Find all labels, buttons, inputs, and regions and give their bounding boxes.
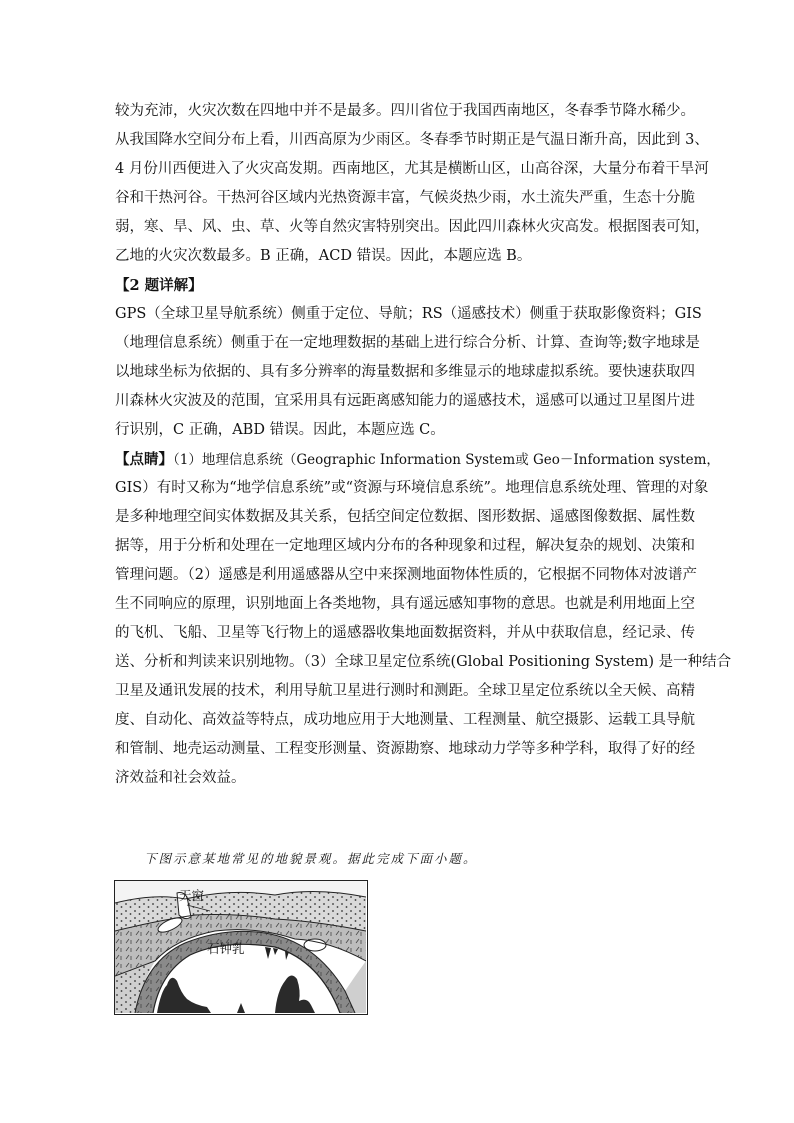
skylight-label: 天窗 (179, 888, 205, 903)
text-line: 送、分析和判读来识别地物。（3）全球卫星定位系统(Global Positioning System) 是一种结合 (115, 654, 732, 670)
text-line: 乙地的火灾次数最多。B 正确，ACD 错误。因此，本题应选 B。 (115, 248, 532, 264)
text-line: 弱，寒、旱、风、虫、草、火等自然灾害特别突出。因此四川森林火灾高发。根据图表可知， (115, 219, 710, 235)
text-line: 川森林火灾波及的范围，宜采用具有远距离感知能力的遥感技术，遥感可以通过卫星图片进 (115, 393, 695, 409)
text-line: 卫星及通讯发展的技术，利用导航卫星进行测时和测距。全球卫星定位系统以全天候、高精 (115, 683, 695, 699)
question-intro: 下图示意某地常见的地貌景观。据此完成下面小题。 (144, 851, 478, 866)
text-line: 和管制、地壳运动测量、工程变形测量、资源勘察、地球动力学等多种学科，取得了好的经 (115, 741, 695, 757)
text-line (115, 445, 720, 474)
text-line: 是多种地理空间实体数据及其关系，包括空间定位数据、图形数据、遥感图像数据、属性数 (115, 509, 695, 525)
text-line: 管理问题。（2）遥感是利用遥感器从空中来探测地面物体性质的，它根据不同物体对波谱产 (115, 567, 697, 583)
text-line: 较为充沛，火灾次数在四地中并不是最多。四川省位于我国西南地区，冬春季节降水稀少。 (115, 103, 695, 119)
key-points-label: 【点睛】 (115, 451, 173, 468)
text-line: 4 月份川西便进入了火灾高发期。西南地区，尤其是横断山区，山高谷深，大量分布着干旱河 (115, 161, 709, 177)
key-points-paragraph (115, 445, 732, 793)
text-line: 谷和干热河谷。干热河谷区域内光热资源丰富，气候炎热少雨，水土流失严重，生态十分脆 (115, 190, 695, 206)
text-line: 济效益和社会效益。 (115, 770, 246, 786)
text-line: 的飞机、飞船、卫星等飞行物上的遥感器收集地面数据资料，并从中获取信息，经记录、传 (115, 625, 695, 641)
key-points-first-line: （1）地理信息系统（Geographic Information System或 Geo－Information system， (173, 452, 720, 468)
text-line: 生不同响应的原理，识别地面上各类地物，具有遥远感知事物的意思。也就是利用地面上空 (115, 596, 695, 612)
text-line: 行识别，C 正确，ABD 错误。因此，本题应选 C。 (115, 422, 445, 438)
text-line: 据等，用于分析和处理在一定地理区域内分布的各种现象和过程，解决复杂的规划、决策和 (115, 538, 695, 554)
text-line: GPS（全球卫星导航系统）侧重于定位、导航；RS（遥感技术）侧重于获取影像资料；GIS (115, 306, 702, 322)
stalactite-label: 石钟乳 (207, 941, 245, 956)
karst-cave-figure (114, 880, 368, 1015)
text-line: 度、自动化、高效益等特点，成功地应用于大地测量、工程测量、航空摄影、运载工具导航 (115, 712, 695, 728)
text-line: 从我国降水空间分布上看，川西高原为少雨区。冬春季节时期正是气温日渐升高，因此到 3、 (115, 132, 709, 148)
text-line: （地理信息系统）侧重于在一定地理数据的基础上进行综合分析、计算、查询等;数字地球是 (115, 335, 700, 351)
text-line: GIS）有时又称为“地学信息系统”或“资源与环境信息系统”。地理信息系统处理、管理的对象 (115, 480, 709, 496)
section-heading: 【2 题详解】 (115, 277, 203, 294)
answer-paragraph-1 (115, 97, 710, 300)
answer-paragraph-2 (115, 300, 702, 445)
text-line: 以地球坐标为依据的、具有多分辨率的海量数据和多维显示的地球虚拟系统。要快速获取四 (115, 364, 695, 380)
